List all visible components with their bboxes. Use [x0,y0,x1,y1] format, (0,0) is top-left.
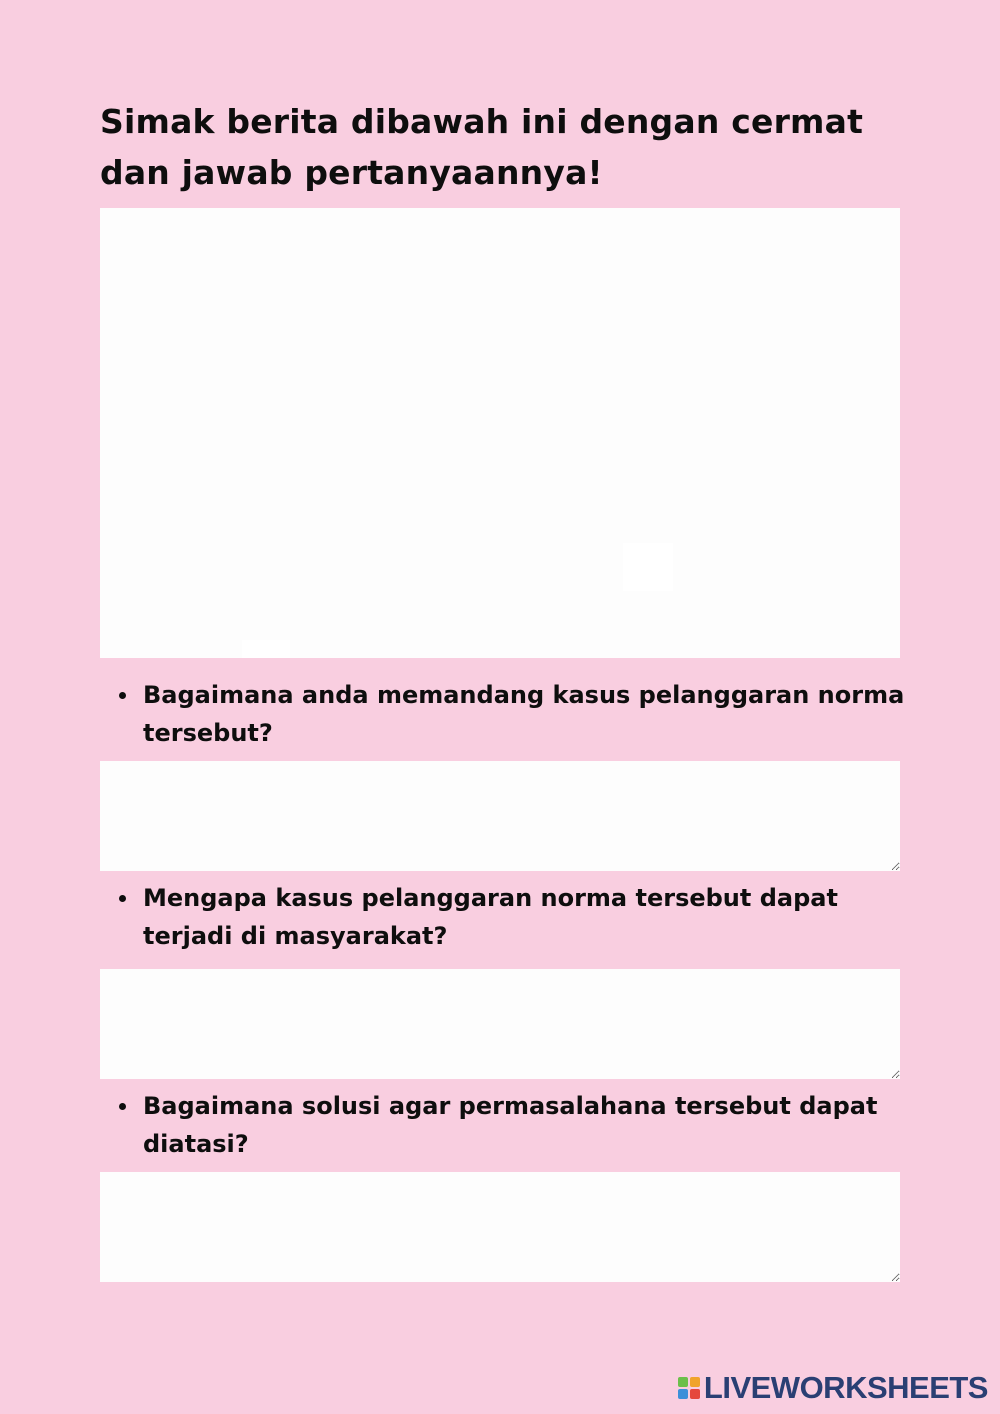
bullet-icon [119,895,126,902]
video-placeholder-tile [242,640,290,658]
liveworksheets-logo-icon [678,1377,700,1399]
page-title: Simak berita dibawah ini dengan cermat dan jawab pertanyaannya! [100,102,864,192]
bullet-icon [119,692,126,699]
news-video-embed[interactable] [100,208,900,658]
question-1-text: Bagaimana anda memandang kasus pelanggaran norma tersebut? [143,681,905,747]
answer-1-field[interactable] [100,761,900,871]
bullet-icon [119,1103,126,1110]
logo-square [690,1377,700,1387]
video-placeholder-tile [623,543,673,591]
question-3-text: Bagaimana solusi agar permasalahana tersebut dapat diatasi? [143,1092,878,1158]
logo-square [690,1389,700,1399]
logo-square [678,1377,688,1387]
answer-3-field[interactable] [100,1172,900,1282]
question-2 [143,879,913,955]
logo-square [678,1389,688,1399]
liveworksheets-logo [678,1370,988,1406]
question-2-text: Mengapa kasus pelanggaran norma tersebut dapat terjadi di masyarakat? [143,884,838,950]
logo-text: LIVEWORKSHEETS [703,1370,988,1405]
question-1 [143,676,913,752]
question-3 [143,1087,913,1163]
answer-2-field[interactable] [100,969,900,1079]
